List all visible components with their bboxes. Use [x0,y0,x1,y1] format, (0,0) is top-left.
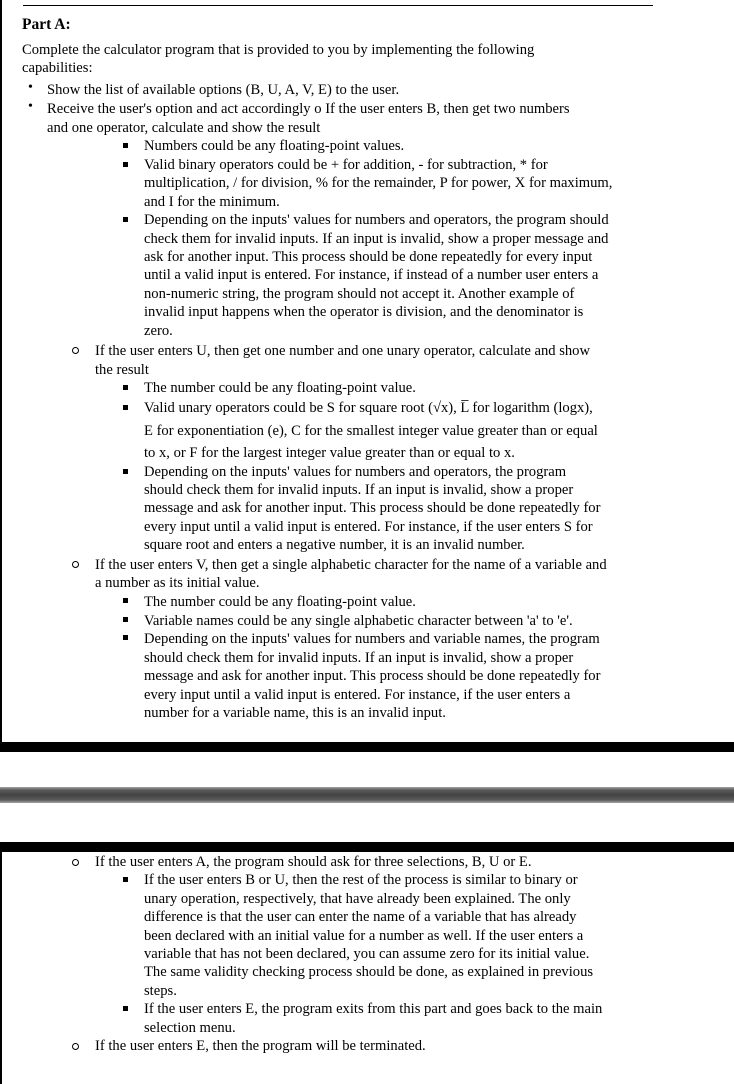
square-bullet [123,143,128,148]
v-item-line: should check them for invalid inputs. If an input is invalid, show a proper [144,650,574,666]
separator-bar [0,787,734,803]
bullet-dot: • [28,80,33,95]
document-page-2 [0,852,734,1084]
u-item-line: every input until a valid input is entered. For instance, if the user enters S for [144,519,593,535]
b-item-line: invalid input happens when the operator is division, and the denominator is [144,304,584,320]
square-bullet [123,217,128,222]
u-item-line: The number could be any floating-point value. [144,380,416,396]
u-intro-line: If the user enters U, then get one number and one unary operator, calculate and show [95,343,591,359]
a-item-line: If the user enters B or U, then the rest of the process is similar to binary or [144,872,578,888]
a-item-line: If the user enters E, the program exits from this part and goes back to the main [144,1001,603,1017]
circle-bullet [72,1043,79,1050]
b-item-line: Valid binary operators could be + for addition, - for subtraction, * for [144,157,548,173]
b-item-line: ask for another input. This process should be done repeatedly for every input [144,249,593,265]
bullet-dot: • [28,99,33,114]
v-intro-line: If the user enters V, then get a single alphabetic character for the name of a variable and [95,557,607,573]
intro-line: capabilities: [22,60,93,76]
u-intro-line: the result [95,362,149,378]
b-item-line: and I for the minimum. [144,194,280,210]
a-intro-line: If the user enters A, the program should ask for three selections, B, U or E. [95,854,532,870]
b-item-line: multiplication, / for division, % for the remainder, P for power, X for maximum, [144,175,613,191]
u-item-line: to x, or F for the largest integer value greater than or equal to x. [144,445,515,461]
a-item-line: variable that has not been declared, you can assume zero for its initial value. [144,946,590,962]
v-item-line: message and ask for another input. This process should be done repeatedly for [144,668,601,684]
v-intro-line: a number as its initial value. [95,575,260,591]
bullet-show-options: Show the list of available options (B, U, A, V, E) to the user. [47,82,400,98]
a-item-line: The same validity checking process should be done, as explained in previous [144,964,594,980]
v-item-line: number for a variable name, this is an invalid input. [144,705,446,721]
bullet-receive-option: Receive the user's option and act accordingly o If the user enters B, then get two numbers [47,101,570,117]
b-item-line: Numbers could be any floating-point values. [144,138,405,154]
bullet-receive-option: and one operator, calculate and show the result [47,120,321,136]
square-bullet [123,598,128,603]
separator-bar [0,742,734,752]
a-item-line: steps. [144,983,177,999]
b-item-line: until a valid input is entered. For instance, if instead of a number user enters a [144,267,599,283]
a-item-line: unary operation, respectively, that have already been explained. The only [144,891,571,907]
square-bullet [123,877,128,882]
square-bullet [123,405,128,410]
square-bullet [123,617,128,622]
b-item-line: Depending on the inputs' values for numbers and operators, the program should [144,212,609,228]
top-rule [23,5,653,6]
square-bullet [123,1006,128,1011]
v-item-line: Variable names could be any single alphabetic character between 'a' to 'e'. [144,613,573,629]
intro-line: Complete the calculator program that is provided to you by implementing the following [22,42,535,58]
square-bullet [123,469,128,474]
a-item-line: difference is that the user can enter the name of a variable that has already [144,909,577,925]
v-item-line: The number could be any floating-point value. [144,594,416,610]
circle-bullet [72,347,79,354]
e-intro-line: If the user enters E, then the program will be terminated. [95,1038,426,1054]
part-a-heading: Part A: [22,16,71,33]
b-item-line: zero. [144,323,173,339]
u-item-line: Valid unary operators could be S for square root (√x), L̅ for logarithm (logx), [144,400,593,416]
v-item-line: Depending on the inputs' values for numbers and variable names, the program [144,631,600,647]
u-item-line: Depending on the inputs' values for numbers and operators, the program [144,464,567,480]
v-item-line: every input until a valid input is entered. For instance, if the user enters a [144,687,571,703]
square-bullet [123,162,128,167]
u-item-line: message and ask for another input. This process should be done repeatedly for [144,500,601,516]
circle-bullet [72,859,79,866]
a-item-line: selection menu. [144,1020,236,1036]
u-item-line: E for exponentiation (e), C for the smallest integer value greater than or equal [144,423,598,439]
circle-bullet [72,561,79,568]
square-bullet [123,385,128,390]
b-item-line: non-numeric string, the program should not accept it. Another example of [144,286,575,302]
separator-bar [0,842,734,852]
b-item-line: check them for invalid inputs. If an input is invalid, show a proper message and [144,231,609,247]
a-item-line: been declared with an initial value for a number as well. If the user enters a [144,928,584,944]
square-bullet [123,635,128,640]
u-item-line: should check them for invalid inputs. If an input is invalid, show a proper [144,482,574,498]
u-item-line: square root and enters a negative number, it is an invalid number. [144,537,525,553]
